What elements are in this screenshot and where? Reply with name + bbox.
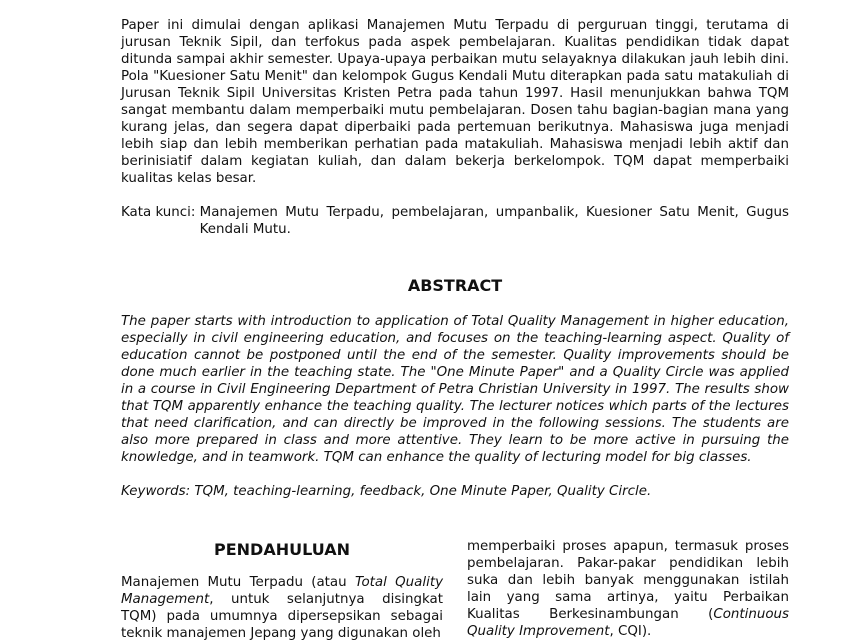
abstract-keywords: Keywords: TQM, teaching-learning, feedback, One Minute Paper, Quality Circle. (121, 484, 652, 499)
kata-kunci-value: Manajemen Mutu Terpadu, pembelajaran, umpanbalik, Kuesioner Satu Menit, Gugus Kendali Mutu. (199, 205, 789, 237)
kata-kunci-label: Kata kunci: (121, 205, 200, 220)
right-column (467, 538, 789, 642)
abstract-title: ABSTRACT (407, 276, 503, 295)
right-text-post: , CQI). (609, 624, 652, 639)
paper-page (121, 17, 789, 642)
left-text-italic: Total Quality Management (121, 575, 443, 607)
pendahuluan-right-text (467, 538, 789, 640)
two-column-body (121, 538, 789, 642)
abstract-body: The paper starts with introduction to application of Total Quality Management in higher education, especially in civil engineering education, and focuses on the teaching-learning aspect. Quality of education cannot be postponed until the end of the semester. Quality improvements should be done much earlier in the teaching state. The "One Minute Paper" and a Quality Circle was applied in a course in Civil Engineering Department of Petra Christian University in 1997. The results show that TQM apparently enhance the teaching quality. The lecturer notices which parts of the lectures that need clarification, and can directly be improved in the following sessions. The students are also more prepared in class and more attentive. They learn to be more active in pursuing the knowledge, and in teamwork. TQM can enhance the quality of lecturing model for big classes. (121, 314, 789, 465)
right-text-pre: memperbaiki proses apapun, termasuk proses pembelajaran. Pakar-pakar pendidikan lebih suka dan lebih banyak menggunakan istilah lain yang sama artinya, yaitu Perbaikan Kualitas Berkesinambungan ( (467, 539, 789, 622)
left-text-pre: Manajemen Mutu Terpadu (atau (121, 575, 355, 590)
left-column (121, 538, 443, 642)
pendahuluan-left-text (121, 574, 443, 642)
kata-kunci (121, 204, 789, 238)
section-title-pendahuluan: PENDAHULUAN (214, 540, 350, 559)
left-text-post: , untuk selanjutnya disingkat TQM) pada umumnya dipersepsikan sebagai teknik manajemen Jepang yang digunakan oleh (121, 592, 443, 641)
right-text-italic: Continuous Quality Improvement (467, 607, 789, 639)
abstrak-body: Paper ini dimulai dengan aplikasi Manajemen Mutu Terpadu di perguruan tinggi, terutama di jurusan Teknik Sipil, dan terfokus pada aspek pembelajaran. Kualitas pendidikan tidak dapat ditunda sampai akhir semester. Upaya-upaya perbaikan mutu selayaknya dilakukan jauh lebih dini. Pola "Kuesioner Satu Menit" dan kelompok Gugus Kendali Mutu diterapkan pada satu matakuliah di Jurusan Teknik Sipil Universitas Kristen Petra pada tahun 1997. Hasil menunjukkan bahwa TQM sangat membantu dalam memperbaiki mutu pembelajaran. Dosen tahu bagian-bagian mana yang kurang jelas, dan segera dapat diperbaiki pada pertemuan berikutnya. Mahasiswa juga menjadi lebih siap dan lebih memberikan perhatian pada matakuliah. Mahasiswa menjadi lebih aktif dan berinisiatif dalam kegiatan kuliah, dan dalam bekerja berkelompok. TQM dapat memperbaiki kualitas kelas besar. (121, 18, 789, 186)
